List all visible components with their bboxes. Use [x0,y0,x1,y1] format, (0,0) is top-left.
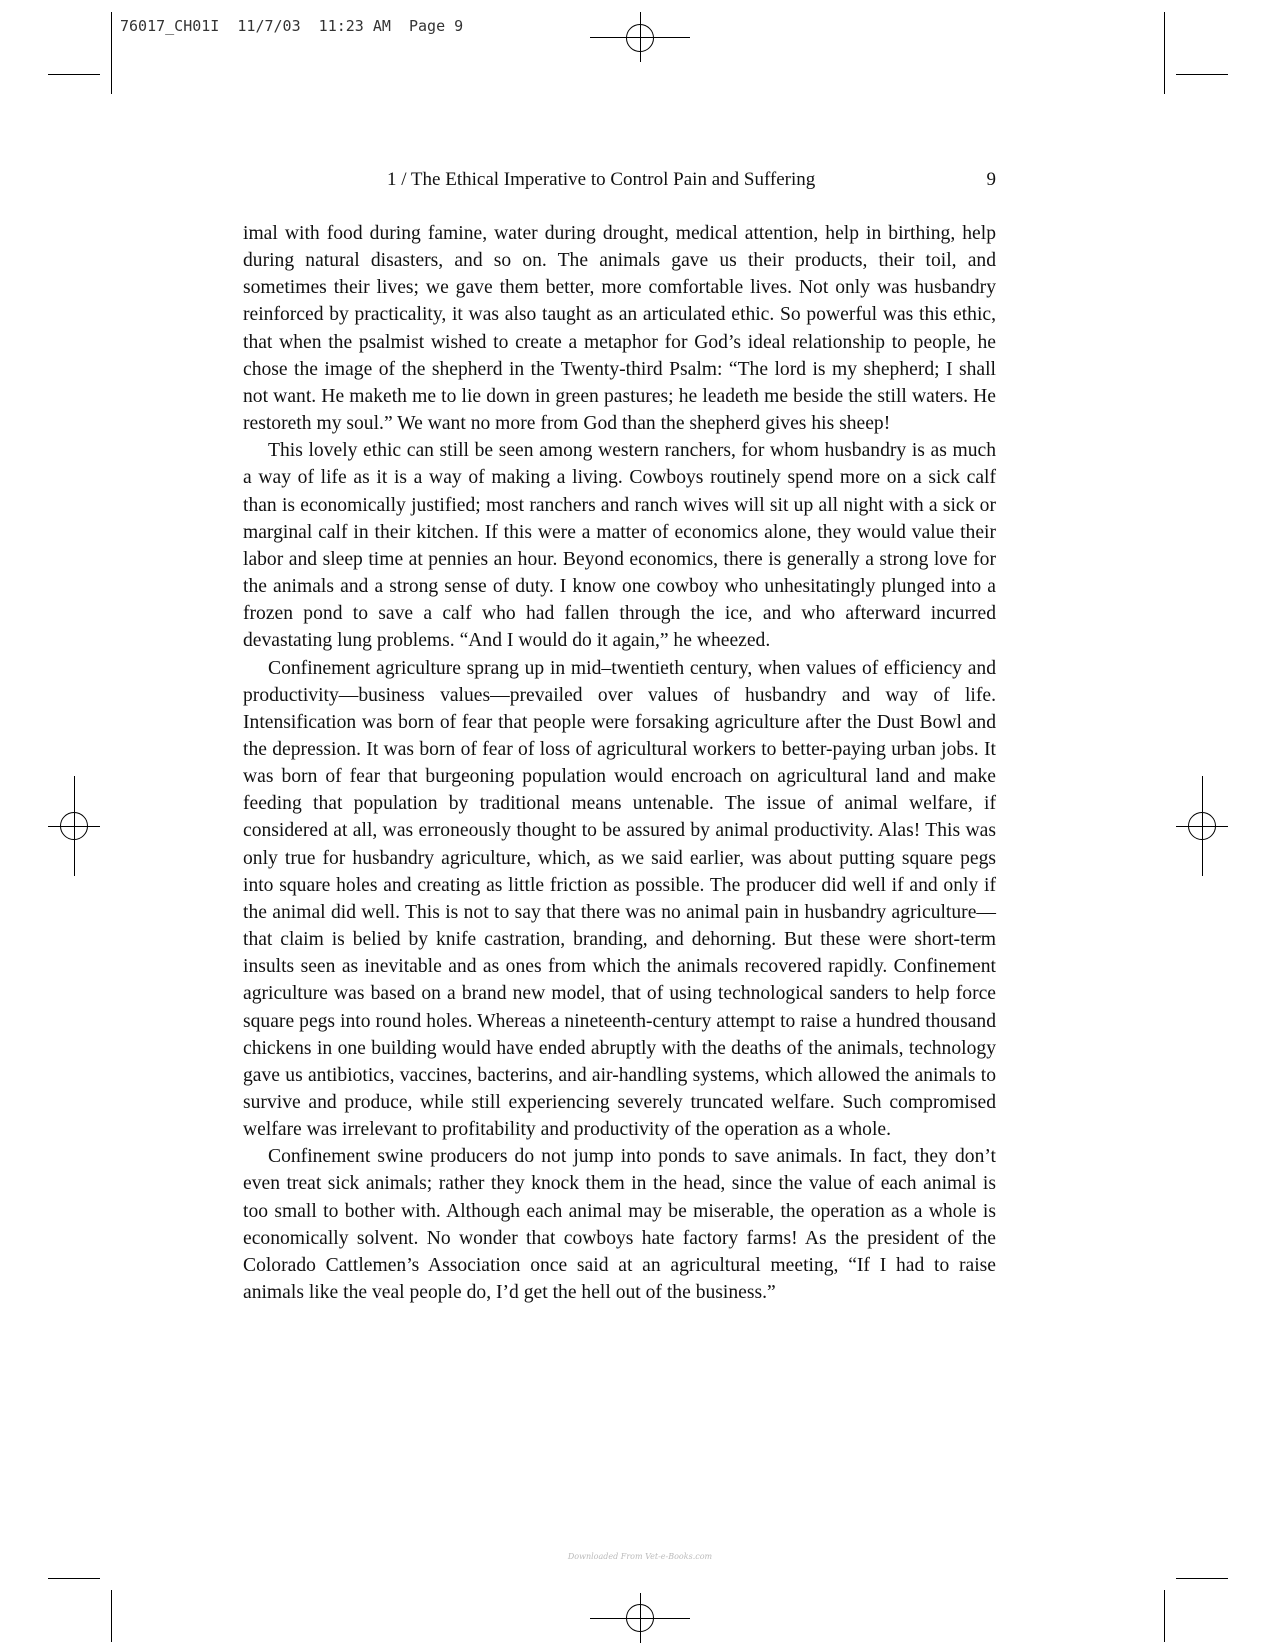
crop-mark-bottom-right-vertical [1164,1590,1165,1642]
body-text [243,220,996,1306]
page-number: 9 [986,169,996,190]
crop-mark-top-left-vertical [111,12,112,94]
crop-mark-bottom-right-horizontal [1176,1578,1228,1579]
paragraph: Confinement agriculture sprang up in mid–twentieth century, when values of efficiency and productivity—business values—prevailed over values of husbandry and way of life. Intensification was born of fear that people were forsaking agriculture after the Dust Bowl and the depression. It was born of fear of loss of agricultural workers to better-paying urban jobs. It was born of fear that burgeoning population would encroach on agricultural land and make feeding that population by traditional means untenable. The issue of animal welfare, if considered at all, was erroneously thought to be assured by animal productivity. Alas! This was only true for husbandry agriculture, which, as we said earlier, was about putting square pegs into square holes and creating as little friction as possible. The producer did well if and only if the animal did well. This is not to say that there was no animal pain in husbandry agriculture—that claim is belied by knife castration, branding, and dehorning. But these were short-term insults seen as inevitable and as ones from which the animals recovered rapidly. Confinement agriculture was based on a brand new model, that of using technological sanders to help force square pegs into round holes. Whereas a nineteenth-century attempt to raise a hundred thousand chickens in one building would have ended abruptly with the deaths of the animals, technology gave us antibiotics, vaccines, bacterins, and air-handling systems, which allowed the animals to survive and produce, while still experiencing severely truncated welfare. Such compromised welfare was irrelevant to profitability and productivity of the operation as a whole. [243,657,996,1141]
paragraph: Confinement swine producers do not jump into ponds to save animals. In fact, they don’t even treat sick animals; rather they knock them in the head, since the value of each animal is too small to bother with. Although each animal may be miserable, the operation as a whole is economically solvent. No wonder that cowboys hate factory farms! As the president of the Colorado Cattlemen’s Association once said at an agricultural meeting, “If I had to raise animals like the veal people do, I’d get the hell out of the business.” [243,1146,996,1304]
crop-mark-top-left-horizontal [48,74,100,75]
download-watermark: Downloaded From Vet-e-Books.com [567,1552,713,1561]
printer-slug-line: 76017_CH01I 11/7/03 11:23 AM Page 9 [120,17,464,35]
crop-mark-bottom-left-horizontal [48,1578,100,1579]
crop-mark-top-right-vertical [1164,12,1165,94]
crop-mark-bottom-left-vertical [111,1590,112,1642]
paragraph: This lovely ethic can still be seen among western ranchers, for whom husbandry is as much a way of life as it is a way of making a living. Cowboys routinely spend more on a sick calf than is economically justified; most ranchers and ranch wives will sit up all night with a sick or marginal calf in their kitchen. If this were a matter of economics alone, they would value their labor and sleep time at pennies an hour. Beyond economics, there is generally a strong love for the animals and a strong sense of duty. I know one cowboy who unhesitatingly plunged into a frozen pond to save a calf who had fallen through the ice, and who afterward incurred devastating lung problems. “And I would do it again,” he wheezed. [243,440,996,652]
running-head-title: 1 / The Ethical Imperative to Control Pain and Suffering [387,169,816,190]
paragraph-continued: imal with food during famine, water during drought, medical attention, help in birthing, help during natural disasters, and so on. The animals gave us their products, their toil, and sometimes their lives; we gave them better, more comfortable lives. Not only was husbandry reinforced by practicality, it was also taught as an articulated ethic. So powerful was this ethic, that when the psalmist wished to create a metaphor for God’s ideal relationship to people, he chose the image of the shepherd in the Twenty-third Psalm: “The lord is my shepherd; I shall not want. He maketh me to lie down in green pastures; he leadeth me beside the still waters. He restoreth my soul.” We want no more from God than the shepherd gives his sheep! [243,223,996,435]
crop-mark-top-right-horizontal [1176,74,1228,75]
